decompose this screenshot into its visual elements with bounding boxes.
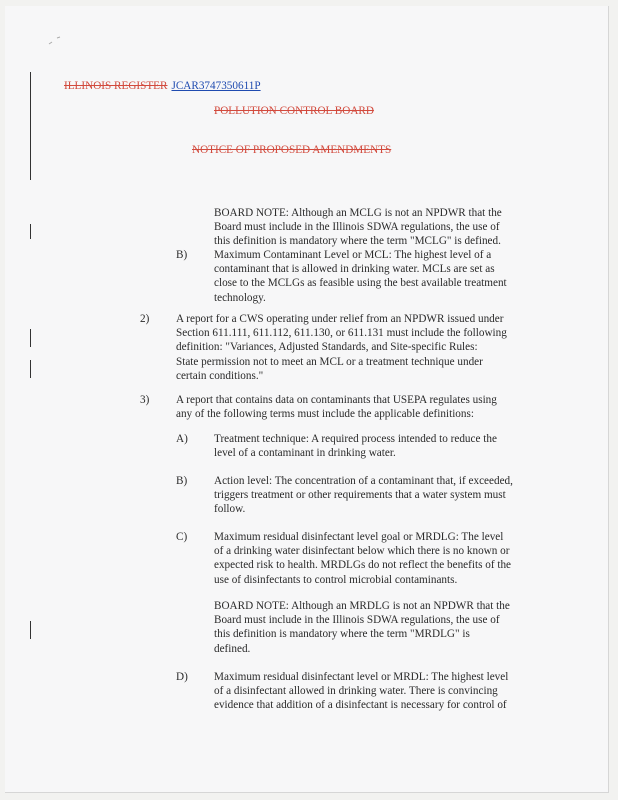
- item-marker: C): [176, 531, 188, 543]
- text-line: Maximum Contaminant Level or MCL: The highest level of a: [214, 249, 492, 261]
- text-line: Board must include in the Illinois SDWA regulations, the use of: [214, 221, 500, 234]
- text-line: of a drinking water disinfectant below which there is no known or: [214, 545, 510, 558]
- item-marker: B): [176, 475, 188, 487]
- change-bar: [30, 72, 31, 180]
- text-line: definition: "Variances, Adjusted Standards, and Site-specific Rules:: [176, 341, 478, 354]
- text-line: expected risk to health. MRDLGs do not reflect the benefits of the: [214, 559, 512, 572]
- sub-a-text: [214, 432, 497, 460]
- register-header: [64, 79, 261, 93]
- text-line: use of disinfectants to control microbial contaminants.: [214, 573, 458, 586]
- item-2-text: [176, 312, 507, 383]
- text-line: certain conditions.": [176, 369, 264, 382]
- change-bar: [30, 360, 31, 378]
- item-marker: B): [176, 249, 188, 261]
- text-line: A report for a CWS operating under relief from an NPDWR issued under: [176, 313, 504, 325]
- text-line: this definition is mandatory where the term "MRDLG" is: [214, 628, 470, 641]
- text-line: technology.: [214, 291, 266, 304]
- text-line: Section 611.111, 611.112, 611.130, or 611.131 must include the following: [176, 327, 507, 340]
- text-line: Treatment technique: A required process intended to reduce the: [214, 433, 497, 445]
- text-line: follow.: [214, 503, 246, 516]
- change-bar: [30, 329, 31, 347]
- text-line: Board must include in the Illinois SDWA regulations, the use of: [214, 614, 500, 627]
- text-line: contaminant that is allowed in drinking water. MCLs are set as: [214, 263, 495, 276]
- text-line: State permission not to meet an MCL or a treatment technique under: [176, 355, 483, 368]
- board-note-1: [214, 206, 502, 249]
- text-line: evidence that addition of a disinfectant is necessary for control of: [214, 699, 507, 712]
- notice-title: NOTICE OF PROPOSED AMENDMENTS: [192, 144, 392, 156]
- sub-b-text: [214, 474, 513, 517]
- item-3-text: [176, 393, 497, 421]
- text-line: defined.: [214, 642, 251, 655]
- item-marker: 2): [140, 313, 150, 325]
- text-line: any of the following terms must include the applicable definitions:: [176, 408, 474, 421]
- text-line: Action level: The concentration of a contaminant that, if exceeded,: [214, 475, 513, 487]
- register-code: JCAR3747350611P: [171, 80, 261, 92]
- change-bar: [30, 224, 31, 239]
- text-line: this definition is mandatory where the term "MCLG" is defined.: [214, 235, 501, 248]
- item-b-text: [214, 248, 507, 305]
- board-note-2: [214, 599, 510, 656]
- text-line: Maximum residual disinfectant level or MRDL: The highest level: [214, 671, 509, 683]
- item-marker: 3): [140, 394, 150, 406]
- item-marker: D): [176, 671, 188, 683]
- item-marker: A): [176, 433, 188, 445]
- text-line: BOARD NOTE: Although an MCLG is not an NPDWR that the: [214, 207, 502, 219]
- text-line: level of a contaminant in drinking water.: [214, 447, 396, 460]
- text-line: A report that contains data on contaminants that USEPA regulates using: [176, 394, 497, 406]
- board-title: POLLUTION CONTROL BOARD: [214, 105, 374, 117]
- text-line: of a disinfectant allowed in drinking water. There is convincing: [214, 685, 498, 698]
- text-line: triggers treatment or other requirements that a water system must: [214, 489, 506, 502]
- text-line: close to the MCLGs as feasible using the best available treatment: [214, 277, 507, 290]
- scan-mark: [48, 36, 62, 46]
- register-struck: ILLINOIS REGISTER: [64, 80, 168, 92]
- change-bar: [30, 621, 31, 639]
- text-line: Maximum residual disinfectant level goal or MRDLG: The level: [214, 531, 504, 543]
- text-line: BOARD NOTE: Although an MRDLG is not an NPDWR that the: [214, 600, 510, 612]
- sub-c-text: [214, 530, 511, 587]
- sub-d-text: [214, 670, 508, 713]
